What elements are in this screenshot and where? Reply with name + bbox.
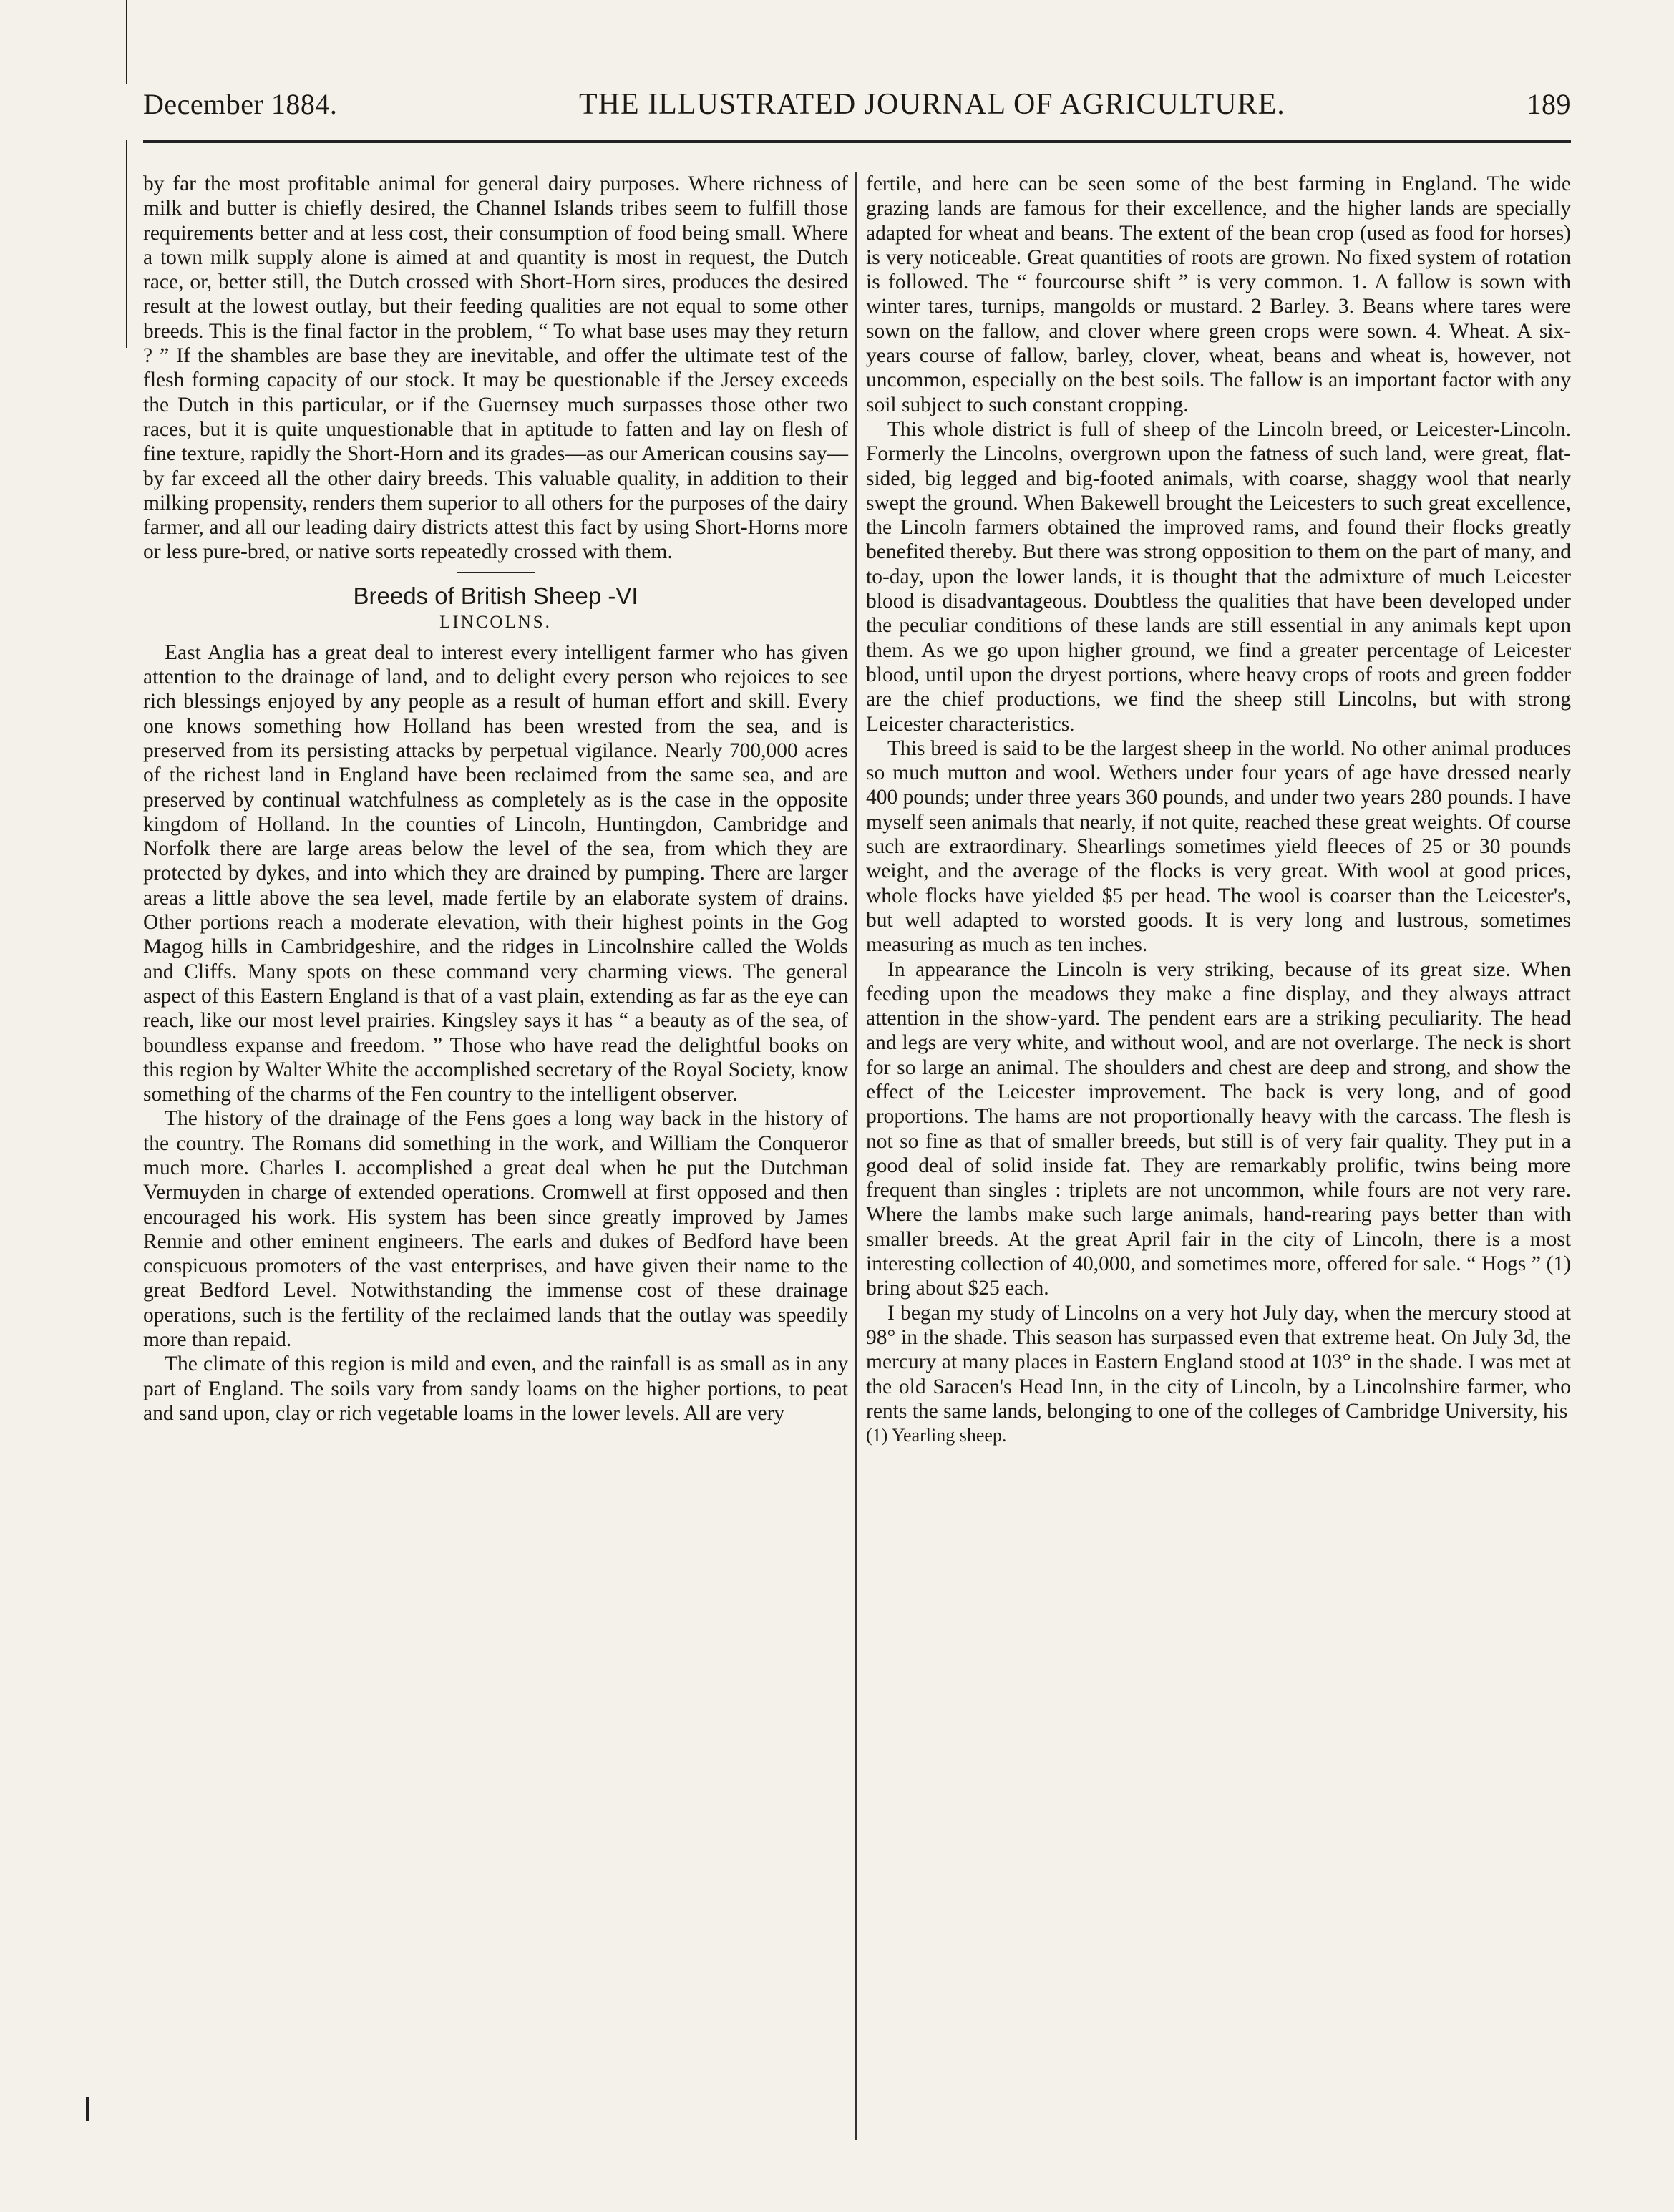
paragraph: The history of the drainage of the Fens goes a long way back in the history of the country. The Romans did something in the work, and William the Conqueror much more. Charles I. accomplished a great deal when he put the Dutchman Vermuyden in charge of extended operations. Cromwell at first opposed and then encouraged his work. His system has been since greatly improved by James Rennie and other eminent engineers. The earls and dukes of Bedford have been conspicuous promoters of the vast enterprises, and have given their name to the great Bedford Level. Notwithstanding the immense cost of these drainage operations, such is the fertility of the reclaimed lands that the outlay was speedily more than repaid.	[143, 1107, 848, 1352]
running-head	[143, 87, 1571, 127]
journal-title: THE ILLUSTRATED JOURNAL OF AGRICULTURE.	[579, 88, 1285, 121]
paragraph: This whole district is full of sheep of the Lincoln breed, or Leicester-Lincoln. Formerly the Lincolns, overgrown upon the fatness of such land, were great, flat-sided, big legged and big-footed animals, with coarse, shaggy wool that nearly swept the ground. When Bakewell brought the Leicesters to such great excellence, the Lincoln farmers obtained the improved rams, and found their flocks greatly benefited thereby. But there was strong opposition to them on the part of many, and to-day, upon the lower lands, it is thought that the admixture of much Leicester blood is disadvantageous. Doubtless the qualities that have been developed under the peculiar conditions of these lands are still essential in any animals kept upon them. As we go upon higher ground, we find a greater percentage of Leicester blood, until upon the dryest portions, where heavy crops of roots and green fodder are the chief productions, we find the sheep still Lincolns, but with strong Leicester characteristics.	[866, 417, 1571, 736]
paragraph: The climate of this region is mild and even, and the rainfall is as small as in any part of England. The soils vary from sandy loams on the higher portions, to peat and sand upon, clay or rich vegetable loams in the lower levels. All are very	[143, 1353, 848, 1425]
section-separator	[457, 572, 535, 573]
paragraph: by far the most profitable animal for general dairy purposes. Where richness of milk and butter is chiefly desired, the Channel Islands tribes seem to fulfill those requirements better and at less cost, their consumption of food being small. Where a town milk supply alone is aimed at and quantity is most in request, the Dutch race, or, better still, the Dutch crossed with Short-Horn sires, produces the desired result at the lowest outlay, but their feeding qualities are not equal to some other breeds. This is the final factor in the problem, “ To what base uses may they return ? ” If the shambles are base they are inevitable, and offer the ultimate test of the flesh forming capacity of our stock. It may be questionable if the Jersey exceeds the Dutch in this particular, or if the Guernsey much surpasses those other two races, but it is quite unquestionable that in aptitude to fatten and lay on flesh of fine texture, rapidly the Short-Horn and its grades—as our American cousins say—by far exceed all the other dairy breeds. This valuable quality, in addition to their milking propensity, renders them superior to all others for the purposes of the dairy farmer, and all our leading dairy districts attest this fact by using Short-Horns more or less pure-bred, or native sorts repeatedly crossed with them.	[143, 172, 848, 564]
header-rule	[143, 140, 1571, 143]
margin-mark	[86, 2097, 89, 2121]
issue-date: December 1884.	[143, 88, 338, 120]
left-column	[143, 172, 848, 1426]
paragraph: This breed is said to be the largest sheep in the world. No other animal produces so much mutton and wool. Wethers under four years of age have dressed nearly 400 pounds; under three years 360 pounds, and under two years 280 pounds. I have myself seen animals that nearly, if not quite, reached these great weights. Of course such are extraordinary. Shearlings sometimes yield fleeces of 25 or 30 pounds weight, and the average of the flocks is very great. With wool at good prices, whole flocks have yielded $5 per head. The wool is coarser than the Leicester's, but well adapted to worsted goods. It is very long and lustrous, sometimes measuring as much as ten inches.	[866, 736, 1571, 957]
section-title: Breeds of British Sheep -VI	[353, 582, 638, 609]
paragraph: fertile, and here can be seen some of the best farming in England. The wide grazing lands are famous for their excellence, and the higher lands are specially adapted for wheat and beans. The extent of the bean crop (used as food for horses) is very noticeable. Great quantities of roots are grown. No fixed system of rotation is followed. The “ fourcourse shift ” is very common. 1. A fallow is sown with winter tares, turnips, mangolds or mustard. 2 Barley. 3. Beans where tares were sown on the fallow, and clover where green crops were sown. 4. Wheat. A six-years course of fallow, barley, clover, wheat, beans and wheat is, however, not uncommon, especially on the best soils. The fallow is an important factor with any soil subject to such constant cropping.	[866, 172, 1571, 416]
paragraph: In appearance the Lincoln is very striking, because of its great size. When feeding upon the meadows they make a fine display, and they always attract attention in the show-yard. The pendent ears are a striking peculiarity. The head and legs are very white, and without wool, and are not overlarge. The neck is short for so large an animal. The shoulders and chest are deep and strong, and show the effect of the Leicester improvement. The back is very long, and of good proportions. The hams are not proportionally heavy with the carcass. The flesh is not so fine as that of smaller breeds, but still is of very fair quality. They put in a good deal of solid inside fat. They are remarkably prolific, twins being more frequent than singles : triplets are not uncommon, while fours are not very rare. Where the lambs make such large animals, hand-rearing pays better than with smaller breeds. At the great April fair in the city of Lincoln, there is a most interesting collection of 40,000, and sometimes more, offered for sale. “ Hogs ” (1) bring about $25 each.	[866, 958, 1571, 1300]
paragraph: East Anglia has a great deal to interest every intelligent farmer who has given attention to the drainage of land, and to delight every person who rejoices to see rich blessings enjoyed by any people as a result of human effort and skill. Every one knows something how Holland has been wrested from the sea, and is preserved from its persisting attacks by perpetual vigilance. Nearly 700,000 acres of the richest land in England have been reclaimed from the same sea, and are preserved by continual watchfulness as completely as is the case in the opposite kingdom of Holland. In the counties of Lincoln, Huntingdon, Cambridge and Norfolk there are large areas below the level of the sea, from which they are protected by dykes, and into which they are drained by pumping. There are larger areas a little above the sea level, made fertile by an elaborate system of drains. Other portions reach a moderate elevation, with their highest points in the Gog Magog hills in Cambridgeshire, and the ridges in Lincolnshire called the Wolds and Cliffs. Many spots on these command very charming views. The general aspect of this Eastern England is that of a vast plain, extending as far as the eye can reach, like our most level prairies. Kingsley says it has “ a beauty as of the sea, of boundless expanse and freedom. ” Those who have read the delightful books on this region by Walter White the accomplished secretary of the Royal Society, know something of the charms of the Fen country to the intelligent observer.	[143, 640, 848, 1106]
binding-line-mid	[126, 140, 127, 348]
section-subtitle: LINCOLNS.	[439, 612, 552, 632]
page-number: 189	[1527, 88, 1571, 120]
binding-line-top	[126, 0, 127, 84]
right-column	[866, 172, 1571, 1448]
paragraph: I began my study of Lincolns on a very hot July day, when the mercury stood at 98° in the shade. This season has surpassed even that extreme heat. On July 3d, the mercury at many places in Eastern England stood at 103° in the shade. I was met at the old Saracen's Head Inn, in the city of Lincoln, by a Lincolnshire farmer, who rents the same lands, belonging to one of the colleges of Cambridge University, his	[866, 1301, 1571, 1423]
column-divider	[855, 172, 857, 2140]
footnote: (1) Yearling sheep.	[866, 1425, 1007, 1446]
